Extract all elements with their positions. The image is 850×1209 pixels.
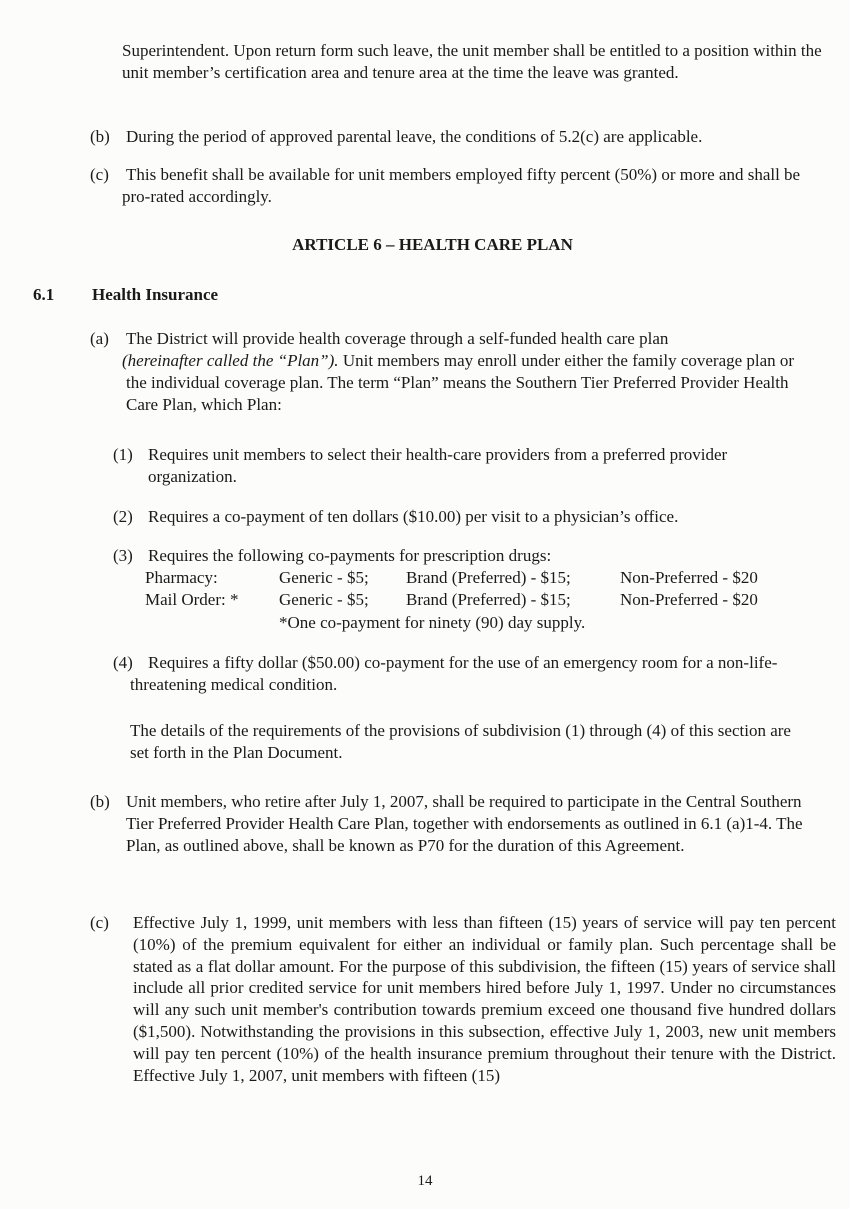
rx-pharmacy-brand: Brand (Preferred) - $15; [406, 568, 571, 587]
item-3-text: Requires the following co-payments for prescription drugs: [148, 546, 552, 565]
details-paragraph: The details of the requirements of the provisions of subdivision (1) through (4) of this section are set forth in the Plan Document. [130, 721, 791, 762]
c2-text: Effective July 1, 1999, unit members with less than fifteen (15) years of service will pay ten percent (10%) of the premium equivalent for either an individual or family plan. Such percentage shall be stated as a flat dollar amount. For the purpose of this subdivision, the fifteen (15) years of service shall include all prior credited service for unit members hired before July 1, 1997. Under no circumstances will any such unit member's contribution towards premium exceed one thousand five hundred dollars ($1,500). Notwithstanding the provisions in this subsection, effective July 1, 2003, new unit members will pay ten percent (10%) of the health insurance premium throughout their tenure with the District. Effective July 1, 2007, unit members with fifteen (15) [133, 913, 836, 1085]
a-label: (a) [90, 329, 109, 348]
b2-text: Unit members, who retire after July 1, 2007, shall be required to participate in the Central Southern Tier Preferred Provider Health Care Plan, together with endorsements as outlined in 6.1 (a)1-4. The Plan, as outlined above, shall be known as P70 for the duration of this Agreement. [126, 792, 803, 855]
rx-mail-brand: Brand (Preferred) - $15; [406, 590, 571, 609]
item-1-text: Requires unit members to select their health-care providers from a preferred provider organization. [148, 445, 728, 486]
rx-mail-generic: Generic - $5; [279, 590, 369, 609]
page-number: 14 [417, 1173, 433, 1189]
item-2-label: (2) [113, 507, 133, 526]
intro-b-text: During the period of approved parental leave, the conditions of 5.2(c) are applicable. [126, 127, 703, 146]
a-text-rest: Unit members may enroll under either the family coverage plan or the individual coverage plan. The term “Plan” means the Southern Tier Preferred Provider Health Care Plan, which Plan: [126, 351, 795, 414]
a-text-italic: (hereinafter called the “Plan”). [122, 351, 339, 370]
intro-c-text: This benefit shall be available for unit members employed fifty percent (50%) or more and shall be pro-rated accordingly. [122, 165, 801, 206]
rx-mail-nonpref: Non-Preferred - $20 [620, 590, 758, 609]
item-4-label: (4) [113, 653, 133, 672]
rx-pharmacy-label: Pharmacy: [145, 568, 218, 587]
rx-mail-label: Mail Order: * [145, 590, 239, 609]
item-3-label: (3) [113, 546, 133, 565]
intro-continuation: Superintendent. Upon return form such leave, the unit member shall be entitled to a position within the unit member’s certification area and tenure area at the time the leave was granted. [122, 41, 822, 82]
rx-note: *One co-payment for ninety (90) day supply. [279, 613, 586, 632]
item-4-text: Requires a fifty dollar ($50.00) co-payment for the use of an emergency room for a non-life-threatening medical condition. [130, 653, 778, 694]
section-number: 6.1 [33, 285, 55, 304]
c2-label: (c) [90, 913, 109, 932]
rx-pharmacy-nonpref: Non-Preferred - $20 [620, 568, 758, 587]
intro-c-label: (c) [90, 165, 109, 184]
rx-pharmacy-generic: Generic - $5; [279, 568, 369, 587]
a-text-start: The District will provide health coverage through a self-funded health care plan [126, 329, 669, 348]
item-2-text: Requires a co-payment of ten dollars ($10.00) per visit to a physician’s office. [148, 507, 679, 526]
intro-b-label: (b) [90, 127, 110, 146]
a-paragraph [122, 328, 816, 416]
b2-label: (b) [90, 792, 110, 811]
item-1-label: (1) [113, 445, 133, 464]
section-title: Health Insurance [92, 285, 219, 304]
article-heading: ARTICLE 6 – HEALTH CARE PLAN [292, 235, 573, 254]
